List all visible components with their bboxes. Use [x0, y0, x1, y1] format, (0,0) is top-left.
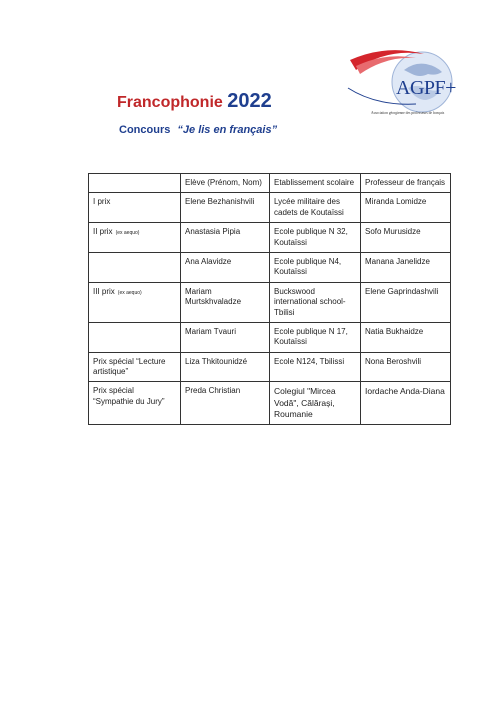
teacher-cell: Nona Beroshvili	[361, 352, 451, 382]
table-header-row	[89, 174, 451, 193]
teacher-cell: Manana Janelidze	[361, 252, 451, 282]
results-table	[88, 173, 451, 425]
teacher-cell: Elene Gaprindashvili	[361, 282, 451, 322]
student-cell: Mariam Tvauri	[181, 322, 270, 352]
prize-label: I prix	[93, 197, 111, 207]
contest-label: Concours	[119, 124, 171, 136]
table-row	[89, 223, 451, 253]
logo-name: AGPF+	[396, 77, 456, 99]
header-cell	[89, 174, 181, 193]
teacher-cell: Sofo Murusidze	[361, 223, 451, 253]
school-cell: Ecole N124, Tbilissi	[270, 352, 361, 382]
contest-subtitle	[119, 124, 277, 136]
prize-note: (ex aequo)	[115, 230, 140, 237]
logo-tagline: Association géorgienne des professeurs de français	[371, 111, 445, 115]
student-cell: Liza Thkitounidzé	[181, 352, 270, 382]
student-cell: Mariam Murtskhvaladze	[181, 282, 270, 322]
prize-cell: Prix spécial “Sympathie du Jury”	[89, 382, 181, 424]
school-cell: Ecole publique N 17, Koutaïssi	[270, 322, 361, 352]
teacher-cell: Natia Bukhaidze	[361, 322, 451, 352]
table-row	[89, 352, 451, 382]
school-cell: Ecole publique N4, Koutaïssi	[270, 252, 361, 282]
teacher-cell: Miranda Lomidze	[361, 193, 451, 223]
header-cell: Etablissement scolaire	[270, 174, 361, 193]
school-cell: Colegiul "Mircea Vodă", Călărași, Roumanie	[270, 382, 361, 424]
student-cell: Ana Alavidze	[181, 252, 270, 282]
title-text: Francophonie	[117, 94, 223, 111]
title-year: 2022	[227, 90, 272, 112]
teacher-cell: Iordache Anda-Diana	[361, 382, 451, 424]
student-cell: Elene Bezhanishvili	[181, 193, 270, 223]
prize-label: II prix	[93, 227, 113, 237]
page-title	[117, 90, 272, 113]
prize-label: III prix	[93, 286, 115, 296]
school-cell: Buckswood international school-Tbilisi	[270, 282, 361, 322]
table-row	[89, 382, 451, 424]
table-row	[89, 322, 451, 352]
school-cell: Ecole publique N 32, Koutaïssi	[270, 223, 361, 253]
agpf-logo	[346, 48, 486, 126]
prize-cell	[89, 223, 181, 253]
student-cell: Preda Christian	[181, 382, 270, 424]
school-cell: Lycée militaire des cadets de Koutaïssi	[270, 193, 361, 223]
prize-cell: Prix spécial “Lecture artistique”	[89, 352, 181, 382]
prize-note: (ex aequo)	[117, 289, 142, 296]
contest-name: “Je lis en français”	[177, 124, 278, 136]
prize-cell	[89, 322, 181, 352]
table-row	[89, 282, 451, 322]
header-cell: Elève (Prénom, Nom)	[181, 174, 270, 193]
student-cell: Anastasia Pipia	[181, 223, 270, 253]
header-cell: Professeur de français	[361, 174, 451, 193]
table-row	[89, 193, 451, 223]
table-row	[89, 252, 451, 282]
prize-cell	[89, 282, 181, 322]
prize-cell	[89, 193, 181, 223]
prize-cell	[89, 252, 181, 282]
